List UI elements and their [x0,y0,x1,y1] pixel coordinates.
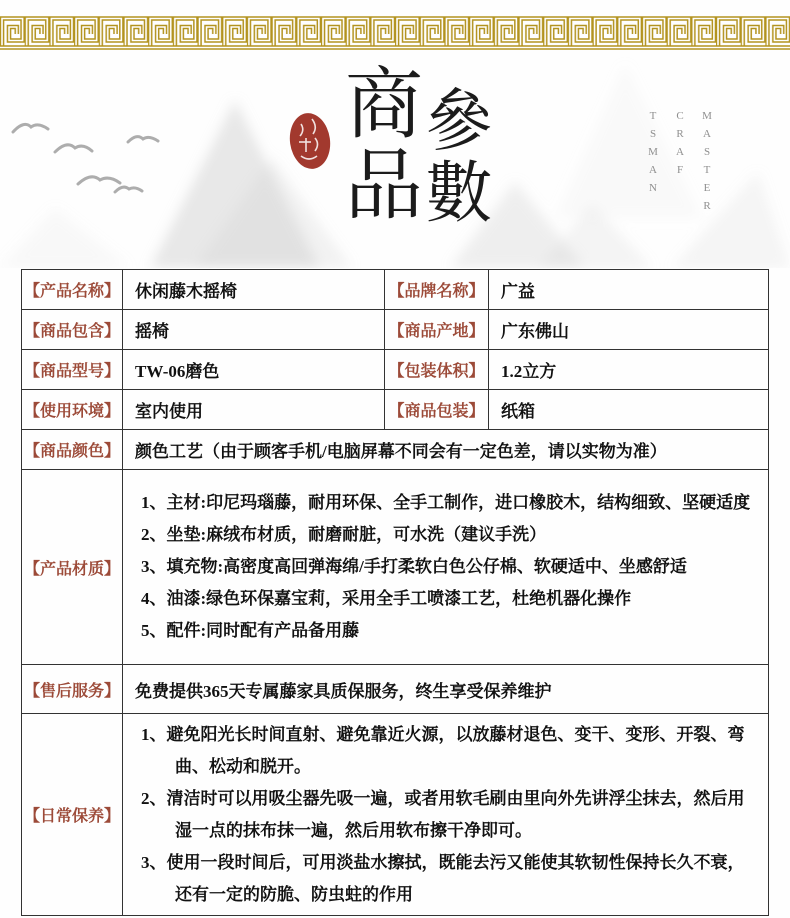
spec-label: 【产品材质】 [22,470,123,665]
spec-label: 【商品产地】 [385,310,489,350]
spec-value: 广益 [489,270,769,310]
product-spec-table [21,269,769,916]
spec-value: 1.2立方 [489,350,769,390]
table-row [22,270,769,310]
care-item: 2、清洁时可以用吸尘器先吸一遍，或者用软毛刷由里向外先讲浮尘抹去，然后用湿一点的抹布抹一遍，然后用软布擦干净即可。 [141,788,745,840]
page-title-sub: 參數 [425,85,493,231]
table-row [22,430,769,470]
spec-label: 【商品包含】 [22,310,123,350]
page-title-main: 商品 [344,61,423,229]
spec-value: TW-06磨色 [123,350,385,390]
spec-value: 休闲藤木摇椅 [123,270,385,310]
spec-value: 室内使用 [123,390,385,430]
vertical-caption-tsman: TSMAN [647,110,659,200]
care-item: 3、使用一段时间后，可用淡盐水擦拭，既能去污又能使其软韧性保持长久不衰，还有一定的防脆、防虫蛀的作用 [141,852,745,904]
spec-label: 【包装体积】 [385,350,489,390]
vertical-caption-craf: CRAF [674,110,686,182]
greek-key-border-icon [0,16,790,50]
care-item: 1、避免阳光长时间直射、避免靠近火源，以放藤材退色、变干、变形、开裂、弯曲、松动和脱开。 [141,724,745,776]
table-row [22,665,769,714]
spec-label: 【品牌名称】 [385,270,489,310]
material-item: 3、填充物:高密度高回弹海绵/手打柔软白色公仔棉、软硬适中、坐感舒适 [141,557,687,576]
table-row [22,714,769,916]
spec-value: 广东佛山 [489,310,769,350]
table-row [22,350,769,390]
birds-decor [13,124,158,192]
spec-label: 【日常保养】 [22,714,123,916]
spec-value: 颜色工艺（由于顾客手机/电脑屏幕不同会有一定色差，请以实物为准） [123,430,769,470]
material-item: 4、油漆:绿色环保嘉宝莉，采用全手工喷漆工艺，杜绝机器化操作 [141,589,632,608]
spec-label: 【使用环境】 [22,390,123,430]
material-item: 1、主材:印尼玛瑙藤，耐用环保、全手工制作，进口橡胶木，结构细致、坚硬适度 [141,493,751,512]
vertical-caption-master: MASTER [701,110,713,218]
spec-value [123,714,769,916]
red-seal-icon [284,108,336,174]
spec-label: 【商品包装】 [385,390,489,430]
material-item: 5、配件:同时配有产品备用藤 [141,621,360,640]
material-item: 2、坐垫:麻绒布材质，耐磨耐脏，可水洗（建议手洗） [141,525,547,544]
spec-value: 免费提供365天专属藤家具质保服务，终生享受保养维护 [123,665,769,714]
spec-label: 【售后服务】 [22,665,123,714]
spec-value: 摇椅 [123,310,385,350]
table-row [22,470,769,665]
spec-label: 【商品型号】 [22,350,123,390]
spec-value [123,470,769,665]
spec-label: 【商品颜色】 [22,430,123,470]
table-row [22,390,769,430]
spec-value: 纸箱 [489,390,769,430]
table-row [22,310,769,350]
spec-label: 【产品名称】 [22,270,123,310]
